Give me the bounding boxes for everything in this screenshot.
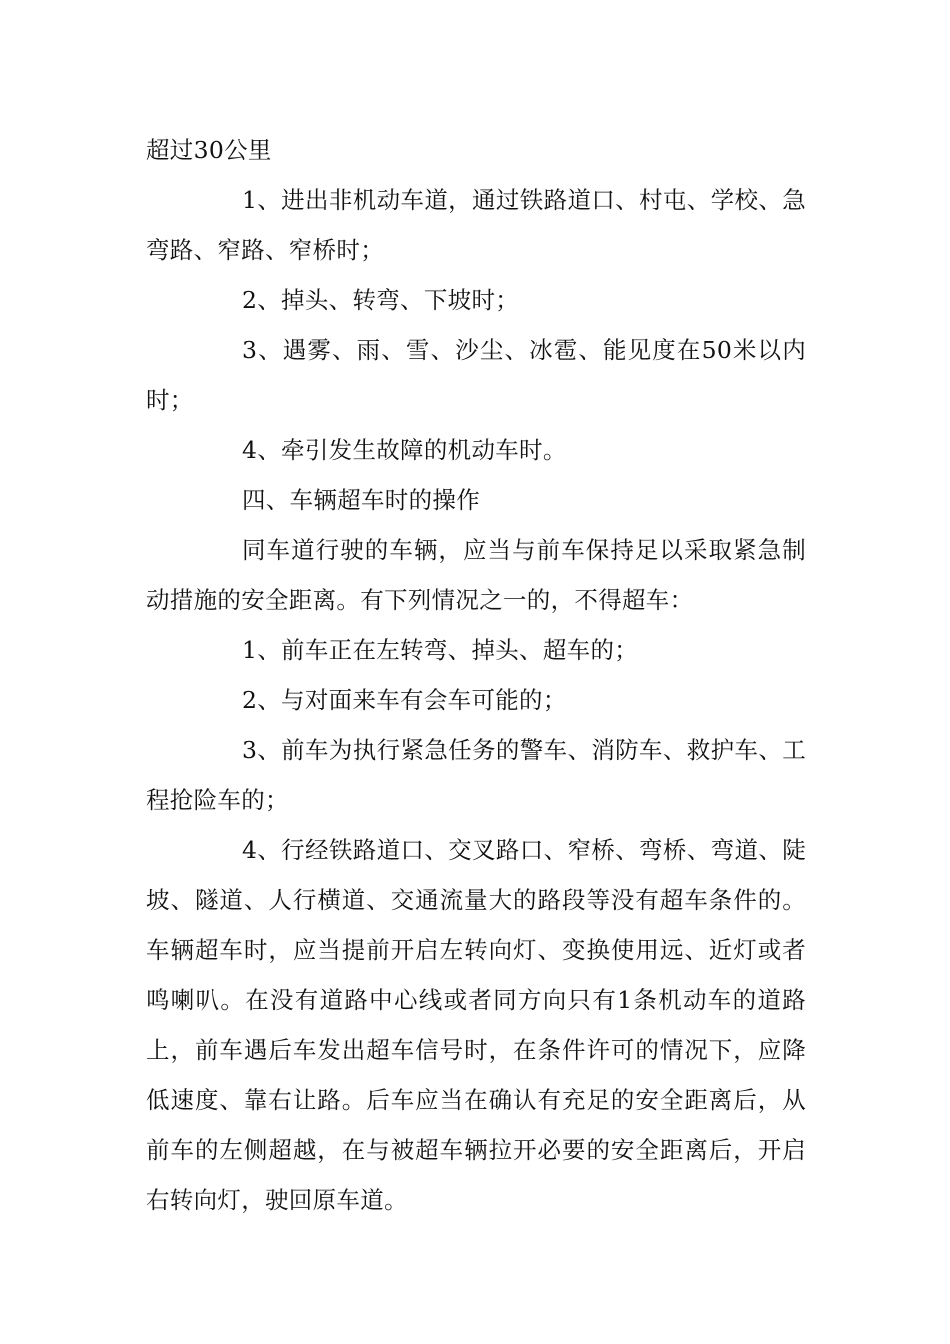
- section-heading: 四、车辆超车时的操作: [242, 486, 480, 514]
- paragraph-continuation: 超过30公里: [146, 136, 272, 164]
- paragraph-overtake-item-4: 4、行经铁路道口、交叉路口、窄桥、弯桥、弯道、陡坡、隧道、人行横道、交通流量大的路段等没有超车条件的。车辆超车时，应当提前开启左转向灯、变换使用远、近灯或者鸣喇叭。在没有道路中心线或者同方向只有1条机动车的道路上，前车遇后车发出超车信号时，在条件许可的情况下，应降低速度、靠右让路。后车应当在确认有充足的安全距离后，从前车的左侧超越，在与被超车辆拉开必要的安全距离后，开启右转向灯，驶回原车道。: [146, 836, 806, 1214]
- paragraph-item-1: 1、进出非机动车道，通过铁路道口、村屯、学校、急弯路、窄路、窄桥时；: [146, 186, 806, 264]
- paragraph-item-2: 2、掉头、转弯、下坡时；: [242, 286, 520, 314]
- paragraph-overtake-item-3: 3、前车为执行紧急任务的警车、消防车、救护车、工程抢险车的；: [146, 736, 806, 814]
- paragraph-item-3: 3、遇雾、雨、雪、沙尘、冰雹、能见度在50米以内时；: [146, 336, 806, 414]
- paragraph-item-4: 4、牵引发生故障的机动车时。: [242, 436, 567, 464]
- paragraph-overtake-item-2: 2、与对面来车有会车可能的；: [242, 686, 567, 714]
- paragraph-overtaking-intro: 同车道行驶的车辆，应当与前车保持足以采取紧急制动措施的安全距离。有下列情况之一的，不得超车：: [146, 536, 806, 614]
- paragraph-overtake-item-1: 1、前车正在左转弯、掉头、超车的；: [242, 636, 639, 664]
